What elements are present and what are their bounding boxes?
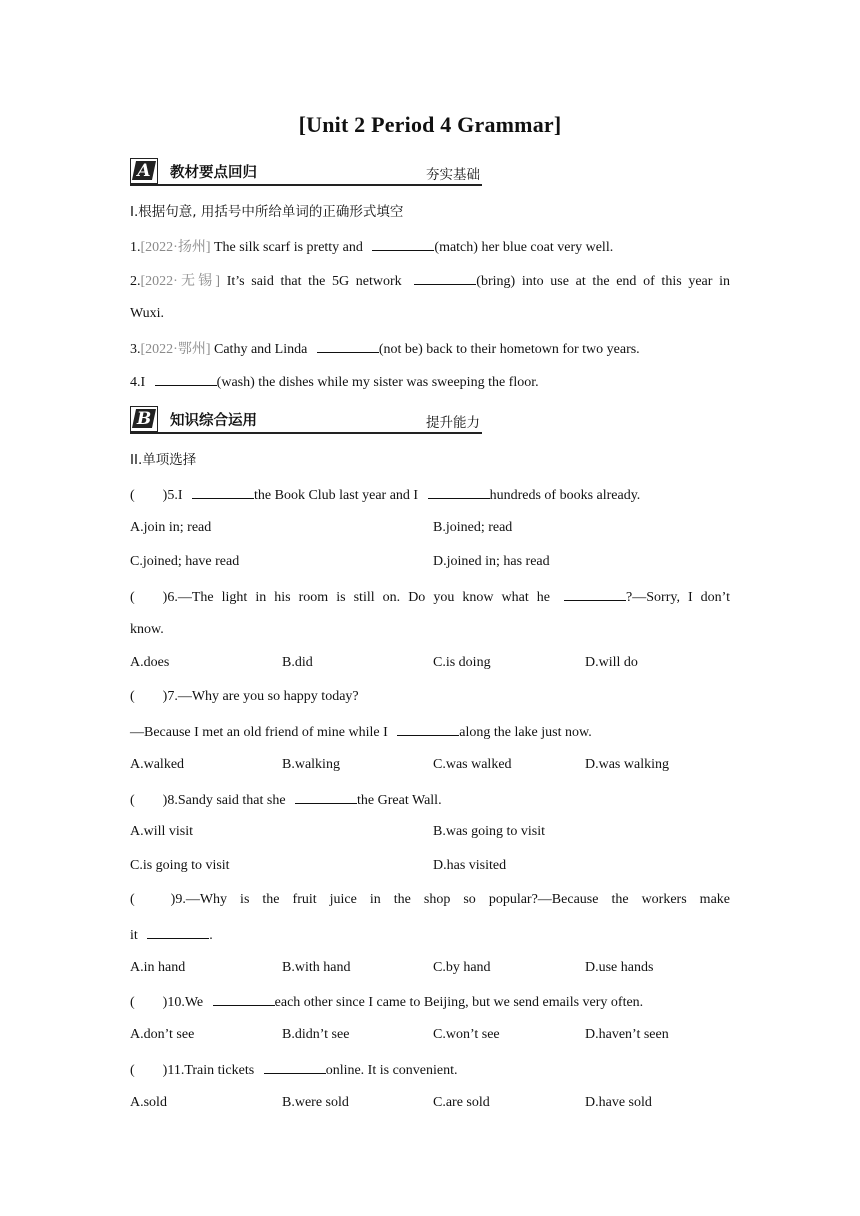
- option-d[interactable]: D.use hands: [585, 960, 654, 975]
- option-d[interactable]: D.was walking: [585, 757, 669, 772]
- question-10: ( )10.We each other since I came to Beijing, but we send emails very often.: [130, 991, 643, 1013]
- answer-blank[interactable]: [564, 586, 626, 601]
- page-title: [Unit 2 Period 4 Grammar]: [298, 112, 562, 137]
- option-c[interactable]: C.is doing: [433, 655, 491, 670]
- question-11: ( )11.Train tickets online. It is convenient.: [130, 1059, 458, 1081]
- option-b[interactable]: B.didn’t see: [282, 1027, 350, 1042]
- question-9-cont: it .: [130, 924, 213, 946]
- option-d[interactable]: D.joined in; has read: [433, 554, 550, 569]
- option-b[interactable]: B.walking: [282, 757, 340, 772]
- option-c[interactable]: C.won’t see: [433, 1027, 500, 1042]
- answer-blank[interactable]: [192, 484, 254, 499]
- question-9: ( )9.—Why is the fruit juice in the shop so popular?—Because the workers make: [130, 892, 730, 907]
- section-b-subtitle: 提升能力: [426, 415, 480, 431]
- option-c[interactable]: C.are sold: [433, 1095, 490, 1110]
- question-6: ( )6.—The light in his room is still on. Do you know what he ?—Sorry, I don’t: [130, 586, 730, 608]
- option-d[interactable]: D.haven’t seen: [585, 1027, 669, 1042]
- option-a[interactable]: A.will visit: [130, 824, 194, 839]
- section-b-title: 知识综合运用: [170, 413, 257, 429]
- option-a[interactable]: A.walked: [130, 757, 185, 772]
- option-a[interactable]: A.join in; read: [130, 520, 212, 535]
- option-c[interactable]: C.by hand: [433, 960, 491, 975]
- question-3: 3.[2022·鄂州] Cathy and Linda (not be) back to their hometown for two years.: [130, 338, 640, 360]
- option-c[interactable]: C.was walked: [433, 757, 512, 772]
- option-b[interactable]: B.joined; read: [433, 520, 513, 535]
- answer-blank[interactable]: [147, 924, 209, 939]
- option-d[interactable]: D.have sold: [585, 1095, 652, 1110]
- question-4: 4.I (wash) the dishes while my sister was sweeping the floor.: [130, 371, 539, 393]
- answer-blank[interactable]: [372, 236, 434, 251]
- option-d[interactable]: D.has visited: [433, 858, 507, 873]
- answer-blank[interactable]: [397, 721, 459, 736]
- part2-heading: II.单项选择: [130, 452, 197, 468]
- option-b[interactable]: B.were sold: [282, 1095, 349, 1110]
- question-7-line2: —Because I met an old friend of mine while I along the lake just now.: [130, 721, 592, 743]
- part1-heading: I.根据句意, 用括号中所给单词的正确形式填空: [130, 204, 404, 220]
- question-5: ( )5.I the Book Club last year and I hundreds of books already.: [130, 484, 640, 506]
- section-b-banner: [130, 404, 482, 434]
- question-7: ( )7.—Why are you so happy today?: [130, 689, 359, 704]
- option-a[interactable]: A.don’t see: [130, 1027, 195, 1042]
- option-c[interactable]: C.joined; have read: [130, 554, 240, 569]
- question-2-cont: Wuxi.: [130, 306, 165, 321]
- option-a[interactable]: A.sold: [130, 1095, 167, 1110]
- section-b-badge: B: [130, 406, 158, 432]
- answer-blank[interactable]: [428, 484, 490, 499]
- option-b[interactable]: B.did: [282, 655, 313, 670]
- option-b[interactable]: B.was going to visit: [433, 824, 546, 839]
- answer-blank[interactable]: [414, 270, 476, 285]
- option-d[interactable]: D.will do: [585, 655, 638, 670]
- section-a-banner: [130, 156, 482, 186]
- option-c[interactable]: C.is going to visit: [130, 858, 230, 873]
- section-a-subtitle: 夯实基础: [426, 167, 480, 183]
- section-a-title: 教材要点回归: [170, 165, 257, 181]
- section-a-badge: A: [130, 158, 158, 184]
- answer-blank[interactable]: [295, 789, 357, 804]
- answer-blank[interactable]: [317, 338, 379, 353]
- option-b[interactable]: B.with hand: [282, 960, 351, 975]
- question-1: 1.[2022·扬州] The silk scarf is pretty and (match) her blue coat very well.: [130, 236, 613, 258]
- option-a[interactable]: A.in hand: [130, 960, 186, 975]
- question-2: 2.[2022·无锡] It’s said that the 5G network (bring) into use at the end of this year in: [130, 270, 730, 292]
- option-a[interactable]: A.does: [130, 655, 170, 670]
- answer-blank[interactable]: [155, 371, 217, 386]
- answer-blank[interactable]: [264, 1059, 326, 1074]
- question-8: ( )8.Sandy said that she the Great Wall.: [130, 789, 442, 811]
- question-6-cont: know.: [130, 622, 164, 637]
- answer-blank[interactable]: [213, 991, 275, 1006]
